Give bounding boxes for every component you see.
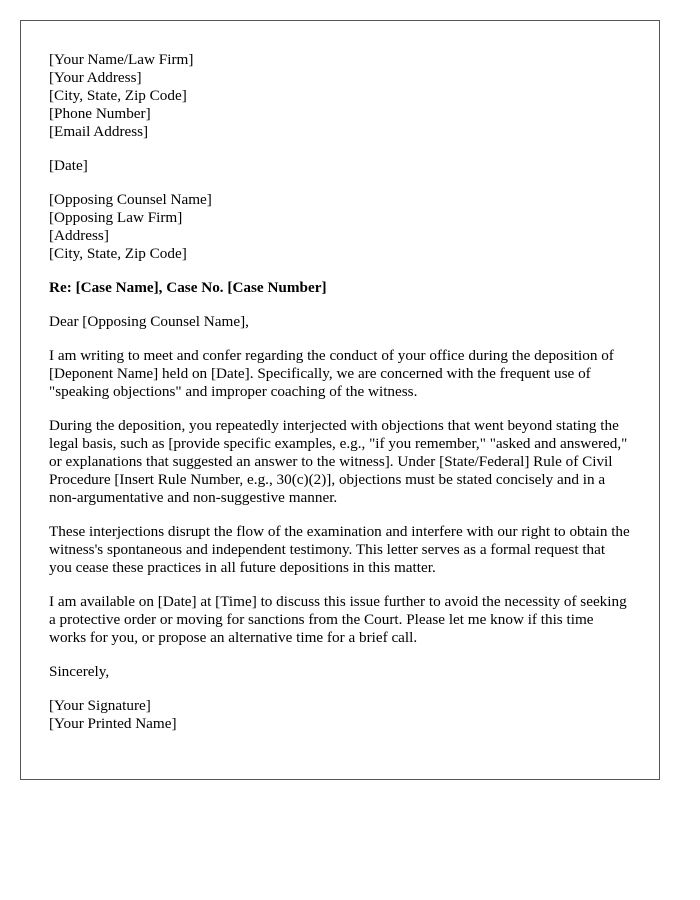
body-paragraph-4: I am available on [Date] at [Time] to discuss this issue further to avoid the necessity of seeking a protective order or moving for sanctions from the Court. Please let me know if this time works for you, or propose an alternative time for a brief call.	[49, 593, 627, 646]
sender-city-state-zip: [City, State, Zip Code]	[49, 87, 187, 104]
recipient-address: [Address]	[49, 227, 109, 244]
sender-name: [Your Name/Law Firm]	[49, 51, 194, 68]
recipient-firm: [Opposing Law Firm]	[49, 209, 183, 226]
date-line: [Date]	[49, 157, 88, 174]
signature-block	[49, 697, 631, 733]
recipient-address-block	[49, 191, 631, 263]
sender-phone: [Phone Number]	[49, 105, 151, 122]
body-paragraph-2: During the deposition, you repeatedly interjected with objections that went beyond stating the legal basis, such as [provide specific examples, e.g., "if you remember," "asked and answered," or explanations that suggested an answer to the witness]. Under [State/Federal] Rule of Civil Procedure [Insert Rule Number, e.g., 30(c)(2)], objections must be stated concisely and in a non-argumentative and non-suggestive manner.	[49, 417, 628, 506]
letter-page	[20, 20, 660, 780]
body-paragraph-3: These interjections disrupt the flow of the examination and interfere with our right to obtain the witness's spontaneous and independent testimony. This letter serves as a formal request that you cease these practices in all future depositions in this matter.	[49, 523, 630, 576]
sender-address-block	[49, 51, 631, 141]
recipient-name: [Opposing Counsel Name]	[49, 191, 212, 208]
subject-line: Re: [Case Name], Case No. [Case Number]	[49, 279, 327, 296]
sender-address: [Your Address]	[49, 69, 142, 86]
signature-line: [Your Signature]	[49, 697, 151, 714]
printed-name-line: [Your Printed Name]	[49, 715, 177, 732]
body-paragraph-1: I am writing to meet and confer regarding the conduct of your office during the deposition of [Deponent Name] held on [Date]. Specifically, we are concerned with the frequent use of "speaking objections" and improper coaching of the witness.	[49, 347, 614, 400]
sender-email: [Email Address]	[49, 123, 149, 140]
recipient-city-state-zip: [City, State, Zip Code]	[49, 245, 187, 262]
closing: Sincerely,	[49, 663, 110, 680]
salutation: Dear [Opposing Counsel Name],	[49, 313, 249, 330]
